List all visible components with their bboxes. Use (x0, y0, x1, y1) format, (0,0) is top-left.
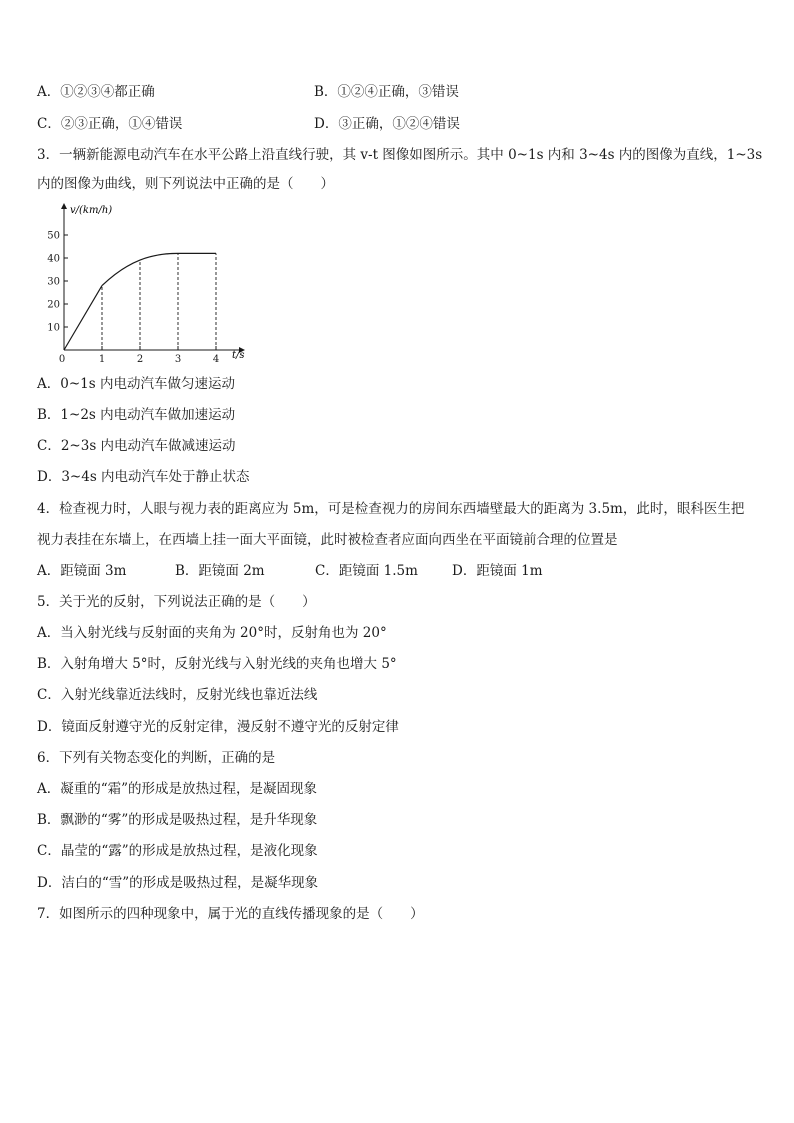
x-tick-label: 3 (174, 354, 182, 365)
x-tick-label: 4 (212, 354, 220, 365)
q5-option-a: A．当入射光线与反射面的夹角为 20°时，反射角也为 20° (37, 625, 387, 641)
vt-chart (40, 198, 260, 366)
q4-stem-line1: 4．检查视力时，人眼与视力表的距离应为 5m，可是检查视力的房间东西墙壁最大的距离为 3.5m，此时，眼科医生把 (37, 501, 745, 517)
y-tick-label: 50 (47, 230, 60, 242)
y-tick-label: 30 (47, 276, 60, 288)
q6-option-c: C．晶莹的“露”的形成是放热过程，是液化现象 (37, 843, 318, 859)
y-tick-label: 20 (47, 299, 60, 311)
q3-option-b: B．1~2s 内电动汽车做加速运动 (37, 407, 236, 423)
q4-option-a: A．距镜面 3m (37, 563, 127, 579)
q6-option-a: A．凝重的“霜”的形成是放热过程，是凝固现象 (37, 781, 318, 797)
q2-option-d: D．③正确，①②④错误 (314, 116, 460, 132)
q3-stem-line2: 内的图像为曲线，则下列说法中正确的是（ ） (37, 176, 334, 192)
y-tick-label: 10 (47, 322, 60, 334)
chart-axes (64, 206, 242, 350)
y-tick-label: 40 (47, 253, 60, 265)
chart-guides (102, 253, 216, 350)
q5-option-b: B．入射角增大 5°时，反射光线与入射光线的夹角也增大 5° (37, 656, 397, 672)
series-segment-linear-0-1 (64, 286, 102, 350)
q3-option-d: D．3~4s 内电动汽车处于静止状态 (37, 469, 250, 485)
q2-option-b: B．①②④正确，③错误 (314, 84, 459, 100)
q7-stem: 7．如图所示的四种现象中，属于光的直线传播现象的是（ ） (37, 906, 424, 922)
q3-option-c: C．2~3s 内电动汽车做减速运动 (37, 438, 236, 454)
x-tick-label: 1 (98, 354, 106, 365)
q5-option-d: D．镜面反射遵守光的反射定律，漫反射不遵守光的反射定律 (37, 719, 399, 735)
chart-ticks (47, 231, 219, 366)
q2-option-c: C．②③正确，①④错误 (37, 116, 183, 132)
q4-option-b: B．距镜面 2m (175, 563, 265, 579)
q4-stem-line2: 视力表挂在东墙上，在西墙上挂一面大平面镜，此时被检查者应面向西坐在平面镜前合理的位置是 (37, 532, 618, 548)
x-axis-label: t/s (232, 350, 245, 361)
q4-option-c: C．距镜面 1.5m (315, 563, 418, 579)
q4-option-d: D．距镜面 1m (452, 563, 543, 579)
y-axis-label: v/(km/h) (70, 205, 113, 216)
x-tick-label: 2 (136, 354, 144, 365)
x-tick-label: 0 (58, 354, 66, 365)
q3-stem-line1: 3．一辆新能源电动汽车在水平公路上沿直线行驶，其 v-t 图像如图所示。其中 0~1s 内和 3~4s 内的图像为直线，1~3s (37, 147, 763, 163)
q6-option-d: D．洁白的“雪”的形成是吸热过程，是凝华现象 (37, 875, 319, 891)
q2-option-a: A．①②③④都正确 (37, 84, 155, 100)
q5-stem: 5．关于光的反射，下列说法正确的是（ ） (37, 594, 316, 610)
q6-option-b: B．飘渺的“雾”的形成是吸热过程，是升华现象 (37, 812, 318, 828)
q6-stem: 6．下列有关物态变化的判断，正确的是 (37, 750, 276, 766)
q5-option-c: C．入射光线靠近法线时，反射光线也靠近法线 (37, 687, 318, 703)
q3-option-a: A．0~1s 内电动汽车做匀速运动 (37, 376, 235, 392)
